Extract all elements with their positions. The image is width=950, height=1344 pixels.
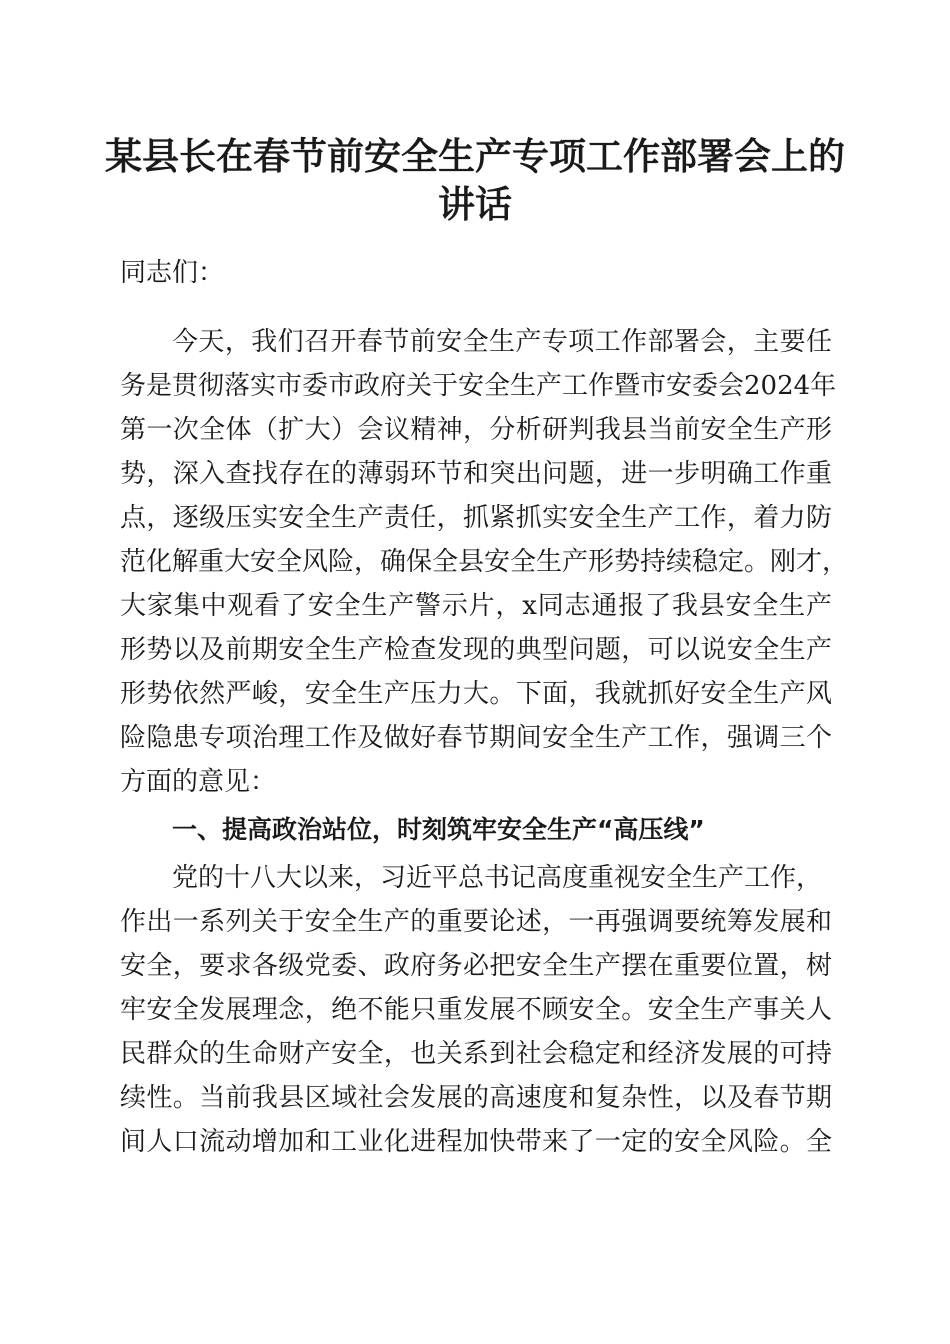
paragraph-line: 险隐患专项治理工作及做好春节期间安全生产工作，强调三个: [120, 723, 832, 753]
paragraph-line: 党的十八大以来，习近平总书记高度重视安全生产工作，: [172, 863, 823, 893]
paragraph-line: 方面的意见：: [120, 767, 277, 797]
paragraph-line: 间人口流动增加和工业化进程加快带来了一定的安全风险。全: [120, 1127, 832, 1157]
paragraph-line: 务是贯彻落实市委市政府关于安全生产工作暨市安委会2024年: [120, 371, 837, 401]
title-line-2: 讲话: [438, 182, 512, 226]
paragraph-line: 第一次全体（扩大）会议精神，分析研判我县当前安全生产形: [120, 415, 832, 445]
document-title: [100, 132, 850, 228]
paragraph-line: 点，逐级压实安全生产责任，抓紧抓实安全生产工作，着力防: [120, 503, 832, 533]
paragraph-line: 今天，我们召开春节前安全生产专项工作部署会，主要任: [172, 327, 832, 357]
paragraph-line: 势，深入查找存在的薄弱环节和突出问题，进一步明确工作重: [120, 459, 832, 489]
paragraph-line: 作出一系列关于安全生产的重要论述，一再强调要统筹发展和: [120, 907, 832, 937]
paragraph-line: 续性。当前我县区域社会发展的高速度和复杂性，以及春节期: [120, 1083, 832, 1113]
paragraph-line: 牢安全发展理念，绝不能只重发展不顾安全。安全生产事关人: [120, 995, 832, 1025]
salutation: 同志们：: [120, 258, 225, 288]
title-line-1: 某县长在春节前安全生产专项工作部署会上的: [105, 134, 845, 178]
paragraph-line: 形势以及前期安全生产检查发现的典型问题，可以说安全生产: [120, 635, 832, 665]
paragraph-line: 安全，要求各级党委、政府务必把安全生产摆在重要位置，树: [120, 951, 832, 981]
paragraph-line: 大家集中观看了安全生产警示片，x同志通报了我县安全生产: [120, 591, 832, 621]
paragraph-line: 范化解重大安全风险，确保全县安全生产形势持续稳定。刚才，: [120, 547, 849, 577]
section-heading: 一、提高政治站位，时刻筑牢安全生产“高压线”: [172, 815, 705, 844]
paragraph-line: 民群众的生命财产安全，也关系到社会稳定和经济发展的可持: [120, 1039, 832, 1069]
paragraph-line: 形势依然严峻，安全生产压力大。下面，我就抓好安全生产风: [120, 679, 832, 709]
